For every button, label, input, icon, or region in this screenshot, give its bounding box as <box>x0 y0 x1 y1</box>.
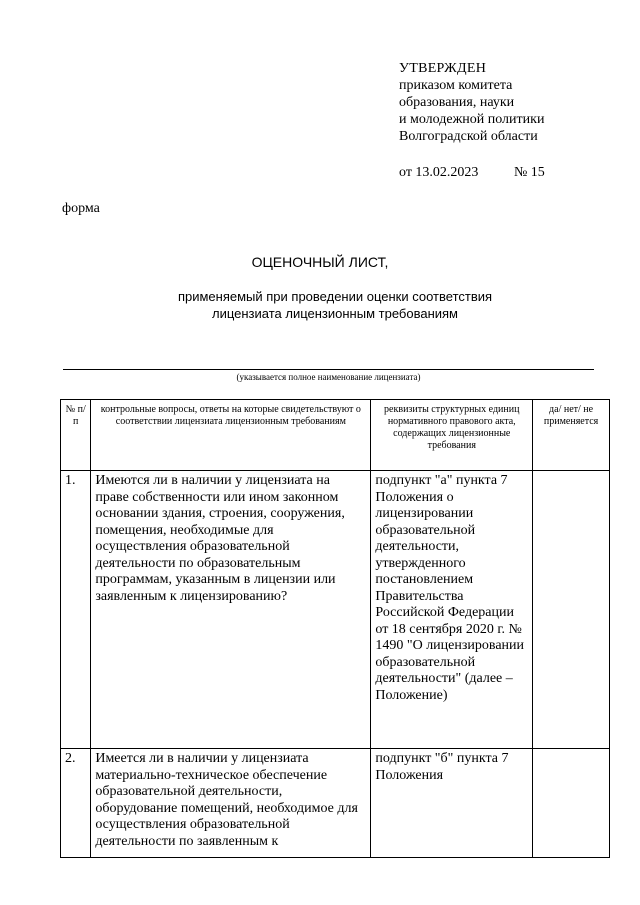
row-reference: подпункт "а" пункта 7 Положения о лицензировании образовательной деятельности, утвержденного постановлением Правительства Российской Федерации от 18 сентября 2020 г. № 1490 "О лицензировании образовательной деятельности" (далее – Положение) <box>371 471 533 749</box>
table-header-row <box>61 400 610 471</box>
header-answer: да/ нет/ не применяется <box>533 400 610 471</box>
approval-line: Волгоградской области <box>399 129 538 144</box>
subtitle-line-2: лицензиата лицензионным требованиям <box>212 306 458 321</box>
header-number: № п/п <box>61 400 91 471</box>
evaluation-table <box>60 399 610 858</box>
order-number: № 15 <box>513 165 545 180</box>
row-answer[interactable] <box>533 749 610 858</box>
licensee-name-line <box>63 369 594 370</box>
subtitle-line-1: применяемый при проведении оценки соответствия <box>177 289 493 304</box>
table-row <box>61 749 610 858</box>
table-row <box>61 471 610 749</box>
row-number: 1. <box>61 471 91 749</box>
approval-block <box>399 60 629 145</box>
approval-line: и молодежной политики <box>399 112 545 127</box>
row-reference: подпункт "б" пункта 7 Положения <box>371 749 533 858</box>
header-questions: контрольные вопросы, ответы на которые свидетельствуют о соответствии лицензиата лицензионным требованиям <box>91 400 371 471</box>
approval-title: УТВЕРЖДЕН <box>399 61 487 76</box>
order-date-number <box>399 165 545 181</box>
header-references: реквизиты структурных единиц нормативного правового акта, содержащих лицензионные требования <box>371 400 533 471</box>
row-question: Имеются ли в наличии у лицензиата на праве собственности или ином законном основании здания, строения, сооружения, помещения, необходимые для осуществления образовательной деятельности по образовательным программам, указанным в лицензии или заявленным к лицензированию? <box>91 471 371 749</box>
row-number: 2. <box>61 749 91 858</box>
approval-line: приказом комитета <box>399 78 513 93</box>
approval-line: образования, науки <box>399 95 515 110</box>
order-date: от 13.02.2023 <box>399 165 479 180</box>
document-title: ОЦЕНОЧНЫЙ ЛИСТ, <box>251 254 389 270</box>
row-answer[interactable] <box>533 471 610 749</box>
form-label: форма <box>62 201 100 216</box>
licensee-caption: (указывается полное наименование лицензиата) <box>236 372 421 382</box>
document-subtitle <box>0 288 640 322</box>
row-question: Имеется ли в наличии у лицензиата материально-техническое обеспечение образовательной деятельности, оборудование помещений, необходимое для осуществления образовательной деятельности по заявленным к <box>91 749 371 858</box>
